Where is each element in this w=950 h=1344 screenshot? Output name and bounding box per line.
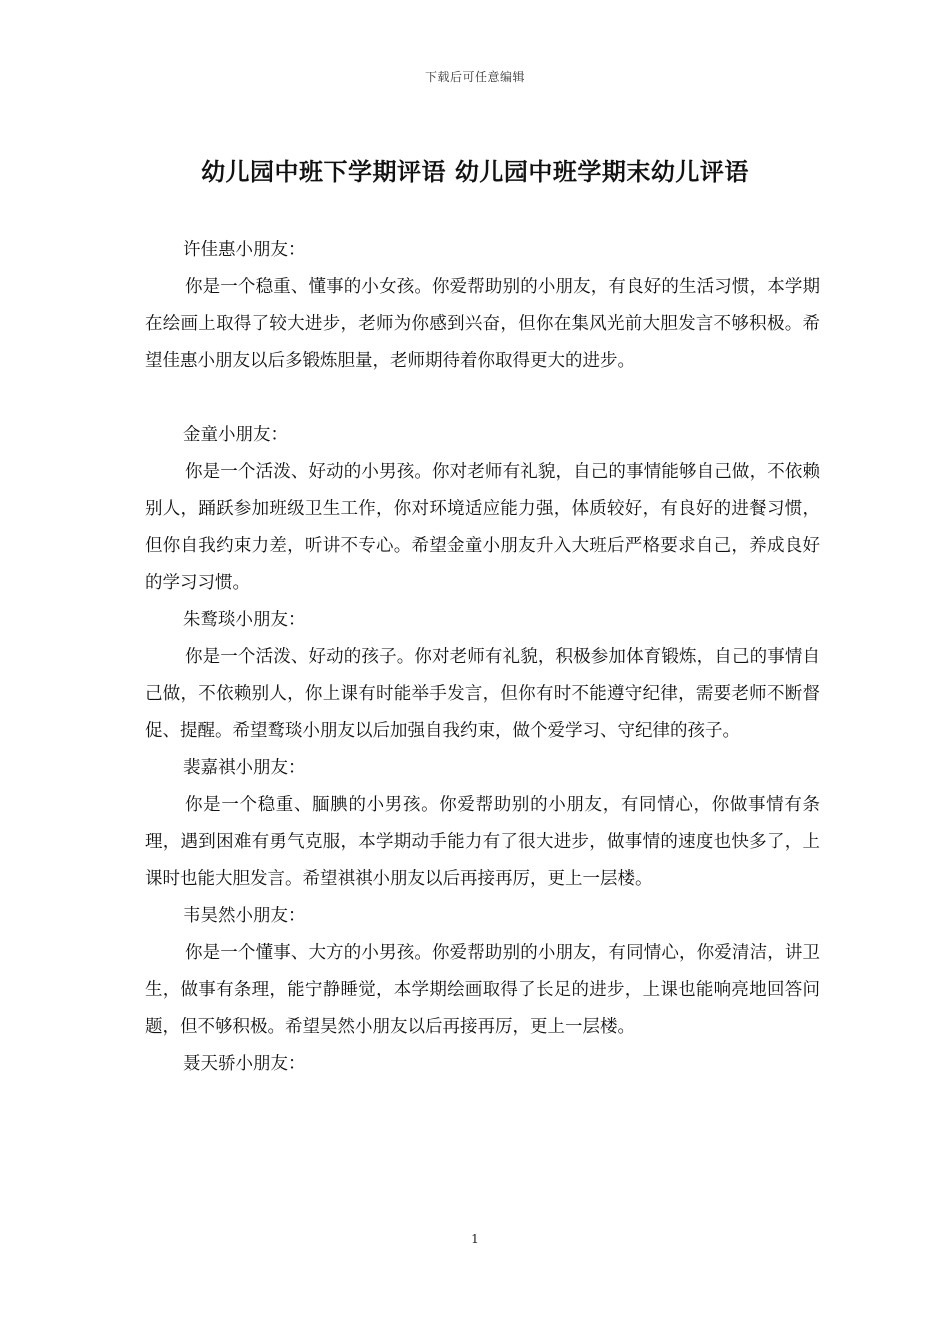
comment-paragraph: 你是一个稳重、懂事的小女孩。你爱帮助别的小朋友，有良好的生活习惯，本学期在绘画上取得了较大进步，老师为你感到兴奋，但你在集风光前大胆发言不够积极。希望佳惠小朋友以后多锻炼胆量，老师期待着你取得更大的进步。 <box>145 277 820 371</box>
student-name: 金童小朋友： <box>183 425 288 445</box>
student-name: 朱鹜琰小朋友： <box>183 610 306 630</box>
student-name: 聂天骄小朋友： <box>183 1054 306 1074</box>
student-name: 裴嘉祺小朋友： <box>183 758 306 778</box>
comment-paragraph: 你是一个懂事、大方的小男孩。你爱帮助别的小朋友，有同情心，你爱清洁，讲卫生，做事有条理，能宁静睡觉，本学期绘画取得了长足的进步，上课也能响亮地回答问题，但不够积极。希望昊然小朋友以后再接再厉，更上一层楼。 <box>145 943 820 1037</box>
header-note: 下载后可任意编辑 <box>424 70 525 84</box>
student-name: 许佳惠小朋友： <box>183 240 306 260</box>
comment-paragraph: 你是一个活泼、好动的孩子。你对老师有礼貌，积极参加体育锻炼，自己的事情自己做，不依赖别人，你上课有时能举手发言，但你有时不能遵守纪律，需要老师不断督促、提醒。希望鹜琰小朋友以后加强自我约束，做个爱学习、守纪律的孩子。 <box>145 647 820 741</box>
comment-paragraph: 你是一个稳重、腼腆的小男孩。你爱帮助别的小朋友，有同情心，你做事情有条理，遇到困难有勇气克服，本学期动手能力有了很大进步，做事情的速度也快多了，上课时也能大胆发言。希望祺祺小朋友以后再接再厉，更上一层楼。 <box>145 795 820 889</box>
paragraph-spacer <box>145 380 820 417</box>
student-name: 韦昊然小朋友： <box>183 906 306 926</box>
comment-paragraph: 你是一个活泼、好动的小男孩。你对老师有礼貌，自己的事情能够自己做，不依赖别人，踊跃参加班级卫生工作，你对环境适应能力强，体质较好，有良好的进餐习惯，但你自我约束力差，听讲不专心。希望金童小朋友升入大班后严格要求自己，养成良好的学习习惯。 <box>145 462 820 593</box>
page-number: 1 <box>471 1232 479 1246</box>
document-body <box>145 232 820 1083</box>
document-title: 幼儿园中班下学期评语 幼儿园中班学期末幼儿评语 <box>201 157 749 186</box>
